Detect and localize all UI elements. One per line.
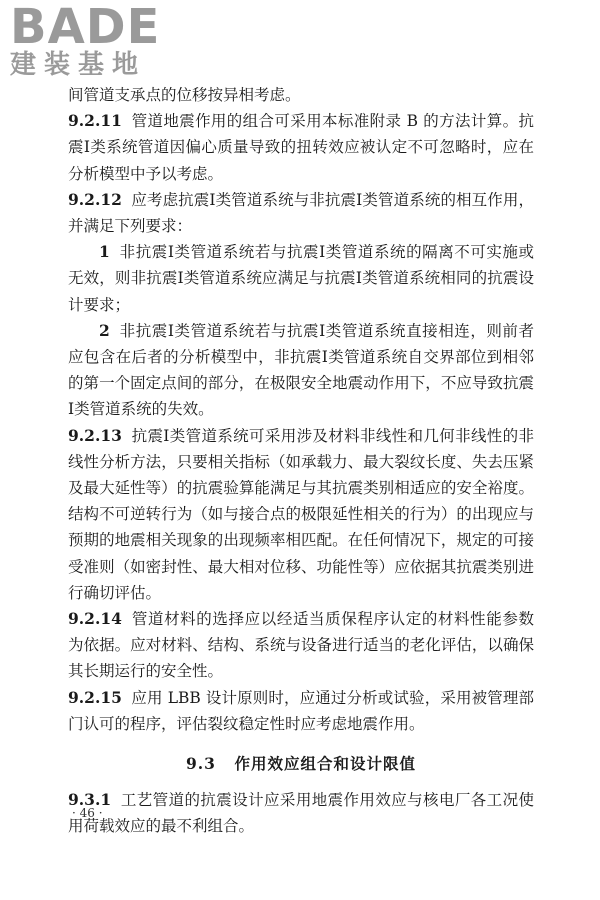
clause-text: 工艺管道的抗震设计应采用地震作用效应与核电厂各工况使用荷载效应的最不利组合。 [68, 791, 534, 836]
item-text: 非抗震Ⅰ类管道系统若与抗震Ⅰ类管道系统直接相连，则前者应包含在后者的分析模型中，非抗震Ⅰ类管道系统自交界部位到相邻的第一个固定点间的部分，在极限安全地震动作用下，不应导致抗震Ⅰ类管道系统的失效。 [68, 321, 534, 419]
page-number: · 46 · [72, 806, 103, 820]
document-body [68, 82, 534, 840]
list-item-2 [68, 318, 534, 423]
section-title: 作用效应组合和设计限值 [234, 754, 417, 774]
clause-9-2-12 [68, 187, 534, 239]
clause-9-2-14 [68, 606, 534, 685]
logo-wordmark: BADE [10, 0, 161, 55]
logo [10, 2, 175, 80]
list-item-1 [68, 239, 534, 318]
section-number: 9.3 [185, 754, 216, 774]
item-number: 2 [99, 320, 110, 340]
section-heading [68, 751, 534, 777]
clause-number: 9.2.13 [68, 425, 122, 445]
clause-text: 管道材料的选择应以经适当质保程序认定的材料性能参数为依据。应对材料、结构、系统与设备进行适当的老化评估，以确保其长期运行的安全性。 [68, 610, 534, 681]
clause-number: 9.3.1 [68, 790, 112, 810]
clause-number: 9.2.15 [68, 687, 122, 707]
paragraph-continuation: 间管道支承点的位移按异相考虑。 [68, 86, 301, 104]
item-number: 1 [99, 242, 110, 262]
item-text: 非抗震Ⅰ类管道系统若与抗震Ⅰ类管道系统的隔离不可实施或无效，则非抗震Ⅰ类管道系统应满足与抗震Ⅰ类管道系统相同的抗震设计要求； [68, 243, 534, 314]
clause-9-2-13 [68, 423, 534, 606]
clause-text: 应用 LBB 设计原则时，应通过分析或试验，采用被管理部门认可的程序，评估裂纹稳定性时应考虑地震作用。 [68, 688, 534, 733]
clause-9-2-11 [68, 108, 534, 187]
clause-text: 抗震Ⅰ类管道系统可采用涉及材料非线性和几何非线性的非线性分析方法，只要相关指标（如承载力、最大裂纹长度、失去压紧及最大延性等）的抗震验算能满足与其抗震类别相适应的安全裕度。结构不可逆转行为（如与接合点的极限延性相关的行为）的出现应与预期的地震相关现象的出现频率相匹配。在任何情况下，规定的可接受准则（如密封性、最大相对位移、功能性等）应依据其抗震类别进行确切评估。 [68, 426, 534, 602]
clause-number: 9.2.12 [68, 189, 122, 209]
clause-number: 9.2.11 [68, 111, 122, 131]
clause-text: 应考虑抗震Ⅰ类管道系统与非抗震Ⅰ类管道系统的相互作用，并满足下列要求： [68, 190, 534, 236]
clause-9-3-1 [68, 787, 534, 839]
clause-text: 管道地震作用的组合可采用本标准附录 B 的方法计算。抗震Ⅰ类系统管道因偏心质量导致的扭转效应被认定不可忽略时，应在分析模型中予以考虑。 [68, 112, 534, 183]
clause-number: 9.2.14 [68, 609, 122, 629]
logo-subtitle: 建装基地 [10, 50, 147, 80]
clause-9-2-15 [68, 685, 534, 737]
